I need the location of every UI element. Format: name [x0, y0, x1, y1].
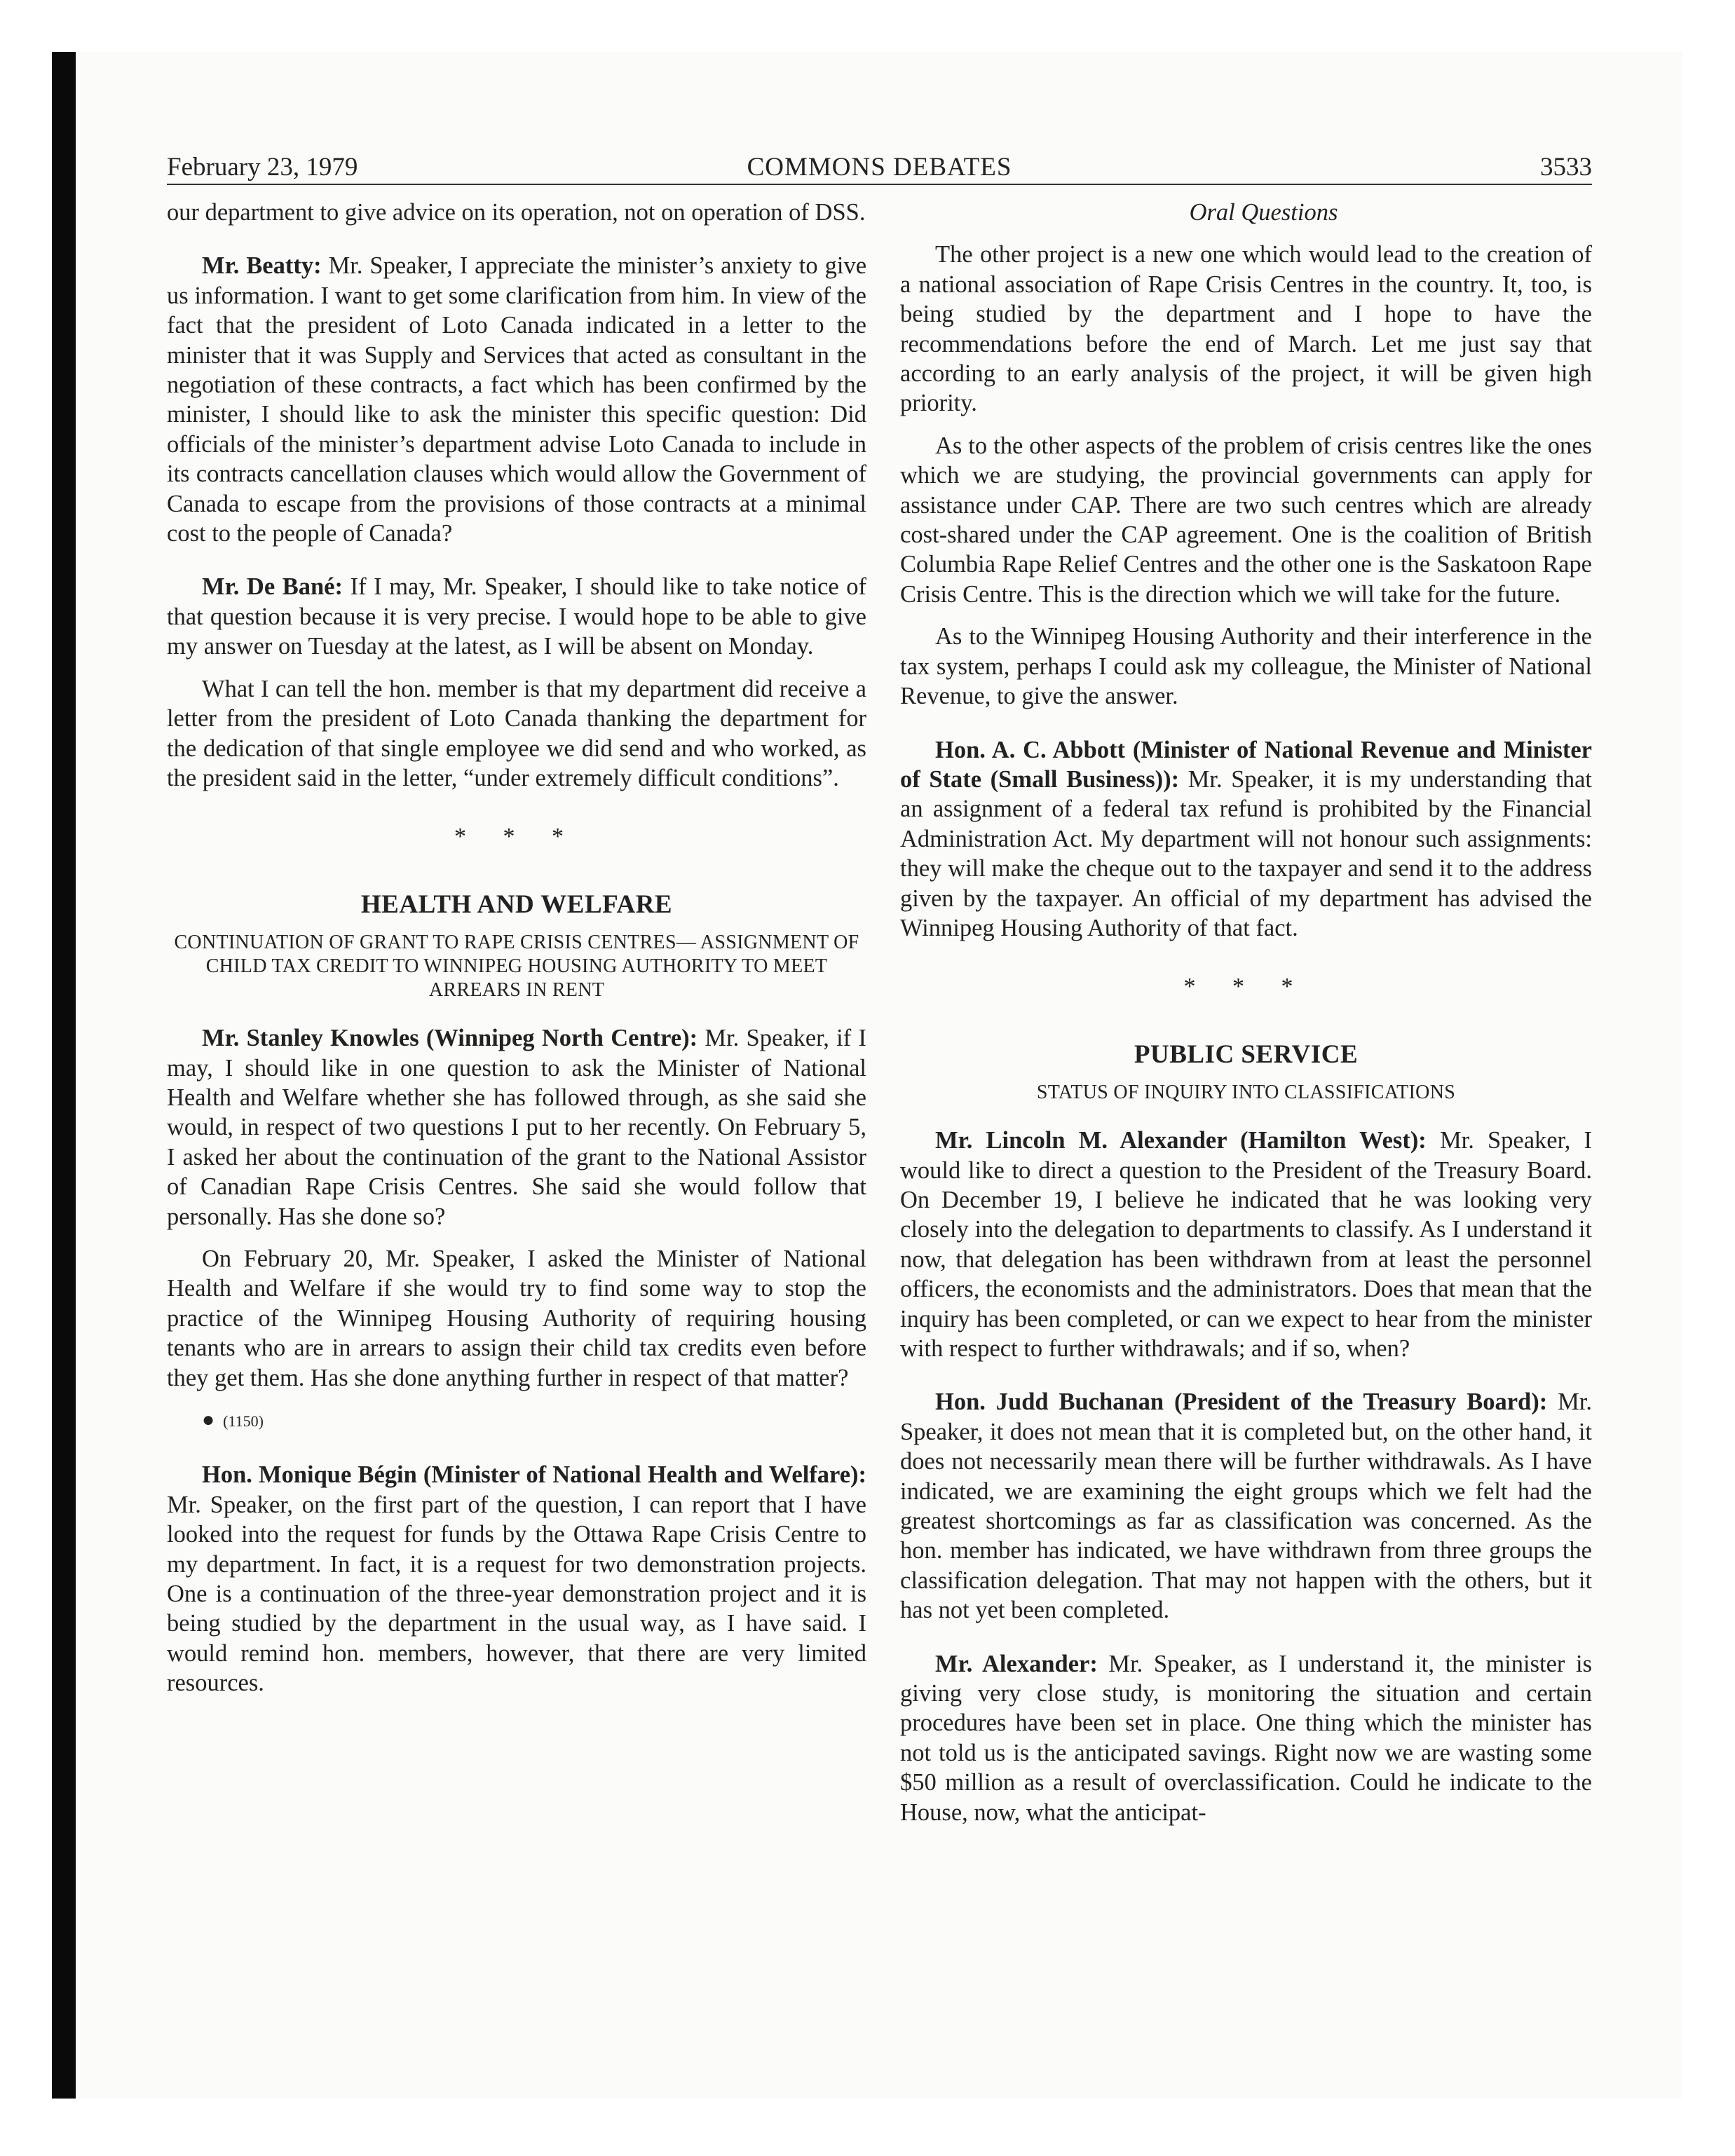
time-marker: [167, 1405, 866, 1436]
time-marker-text: (1150): [223, 1412, 264, 1430]
speaker-name: Mr. Lincoln M. Alexander (Hamilton West):: [935, 1127, 1427, 1154]
speaker-name: Hon. A. C. Abbott (Minister of National Revenue and Minister of State (Small Business)):: [900, 736, 1592, 793]
section-separator: * * *: [1183, 974, 1309, 1000]
speaker-name: Mr. Beatty:: [202, 252, 322, 280]
speech-text: Mr. Speaker, if I may, I should like in one question to ask the Minister of National Health and Welfare whether she has followed through, as she said she would, in respect of two questions I put to her recently. On February 5, I asked her about the continuation of the grant to the National Assistor of Canadian Rape Crisis Centres. She said she would follow that personally. Has she done so?: [167, 1025, 866, 1230]
header-page-number: 3533: [1540, 153, 1592, 182]
speech-text: Mr. Speaker, I would like to direct a question to the President of the Treasury Board. On December 19, I believe he indicated that he was looking very closely into the delegation to departments to classify. As I understand it now, that delegation has been withdrawn from at least the personnel officers, the economists and the administrators. Does that mean that the inquiry has been completed, or can we expect to hear from the minister with respect to further withdrawals; and if so, when?: [900, 1127, 1592, 1362]
speaker-name: Hon. Monique Bégin (Minister of National Health and Welfare):: [202, 1461, 866, 1489]
paragraph: [167, 572, 866, 661]
section-heading: HEALTH AND WELFARE: [360, 889, 673, 919]
scan-edge: [52, 52, 76, 2099]
paragraph: The other project is a new one which would lead to the creation of a national association of Rape Crisis Centres in the country. It, too, is being studied by the department and I hope to have the recommendations before the end of March. Let me just say that according to an early analysis of the project, it will be given high priority.: [900, 241, 1592, 417]
speaker-name: Hon. Judd Buchanan (President of the Treasury Board):: [935, 1389, 1548, 1416]
paragraph: [167, 1023, 866, 1231]
paragraph: [900, 1387, 1592, 1625]
page-header: [167, 140, 1592, 185]
speech-text: If I may, Mr. Speaker, I should like to take notice of that question because it is very precise. I would hope to be able to give my answer on Tuesday at the latest, as I will be absent on Monday.: [167, 573, 867, 660]
header-date: February 23, 1979: [167, 153, 358, 182]
paragraph: What I can tell the hon. member is that my department did receive a letter from the president of Loto Canada thanking the department for the dedication of that single employee we did send and who worked, as the president said in the letter, “under extremely difficult conditions”.: [167, 675, 866, 791]
header-publication: COMMONS DEBATES: [747, 153, 1012, 182]
speaker-name: Mr. De Bané:: [202, 573, 343, 601]
speaker-name: Mr. Alexander:: [935, 1650, 1098, 1677]
paragraph: [900, 735, 1592, 943]
left-column: [167, 198, 866, 1711]
paragraph: [167, 251, 866, 548]
paragraph: [900, 1126, 1592, 1363]
section-separator: * * *: [454, 824, 579, 850]
running-head: Oral Questions: [1189, 199, 1338, 226]
speech-text: Mr. Speaker, as I understand it, the minister is giving very close study, is monitoring the situation and certain procedures have been set in place. One thing which the minister has not told us is the anticipated savings. Right now we are wasting some $50 million as a result of overclassification. Could he indicate to the House, now, what the anticipat-: [900, 1650, 1593, 1826]
speech-text: Mr. Speaker, I appreciate the minister’s anxiety to give us information. I want to get some clarification from him. In view of the fact that the president of Loto Canada indicated in a letter to the minister that it was Supply and Services that acted as consultant in the negotiation of these contracts, a fact which has been confirmed by the minister, I should like to ask the minister this specific question: Did officials of the minister’s department advise Loto Canada to include in its contracts cancellation clauses which would allow the Government of Canada to escape from the provisions of those contracts at a minimal cost to the people of Canada?: [167, 252, 867, 547]
speech-text: Mr. Speaker, on the first part of the question, I can report that I have looked into the request for funds by the Ottawa Rape Crisis Centre to my department. In fact, it is a request for two demonstration projects. One is a continuation of the three-year demonstration project and it is being studied by the department in the usual way, as I have said. I would remind hon. members, however, that there are very limited resources.: [167, 1491, 866, 1697]
paragraph: On February 20, Mr. Speaker, I asked the Minister of National Health and Welfare if she would try to find some way to stop the practice of the Winnipeg Housing Authority of requiring housing tenants who are in arrears to assign their child tax credits even before they get them. Has she done anything further in respect of that matter?: [167, 1245, 866, 1391]
speech-text: Mr. Speaker, it is my understanding that an assignment of a federal tax refund is prohibited by the Financial Administration Act. My department will not honour such assignments: they will make the cheque out to the taxpayer and send it to the address given by the taxpayer. An official of my department has advised the Winnipeg Housing Authority of that fact.: [900, 765, 1592, 941]
section-subheading: STATUS OF INQUIRY INTO CLASSIFICATIONS: [1036, 1082, 1456, 1104]
paragraph: our department to give advice on its operation, not on operation of DSS.: [167, 199, 866, 226]
bullet-icon: ●: [202, 1408, 215, 1431]
paragraph: As to the Winnipeg Housing Authority and their interference in the tax system, perhaps I could ask my colleague, the Minister of National Revenue, to give the answer.: [900, 623, 1592, 710]
speech-text: Mr. Speaker, it does not mean that it is completed but, on the other hand, it does not necessarily mean there will be further withdrawals. As I have indicated, we are examining the eight groups which we felt had the greatest shortcomings as far as classification was concerned. As the hon. member has indicated, we have withdrawn from three groups the classification delegation. That may not happen with the others, but it has not yet been completed.: [900, 1389, 1592, 1624]
speaker-name: Mr. Stanley Knowles (Winnipeg North Centre):: [202, 1025, 698, 1052]
section-heading: PUBLIC SERVICE: [1134, 1039, 1359, 1069]
paragraph: [167, 1460, 866, 1698]
paragraph: As to the other aspects of the problem of crisis centres like the ones which we are studying, the provincial governments can apply for assistance under CAP. There are two such centres which are already cost-shared under the CAP agreement. One is the coalition of British Columbia Rape Relief Centres and the other one is the Saskatoon Rape Crisis Centre. This is the direction which we will take for the future.: [900, 432, 1592, 608]
section-subheading: CONTINUATION OF GRANT TO RAPE CRISIS CENTRES— ASSIGNMENT OF CHILD TAX CREDIT TO WINNIPEG HOUSING AUTHORITY TO MEET ARREARS IN RENT: [174, 932, 859, 1002]
right-column: [900, 198, 1592, 1840]
paragraph: [900, 1649, 1592, 1827]
